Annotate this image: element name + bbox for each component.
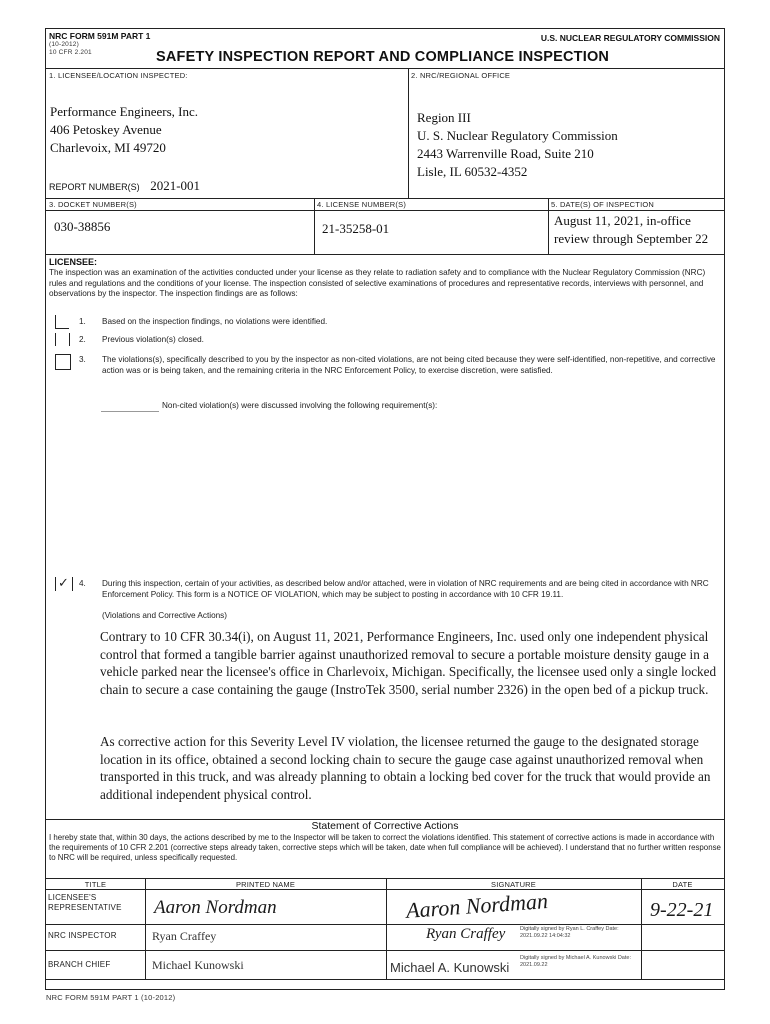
item-2-number: 2. bbox=[79, 335, 86, 344]
cfr-reference: 10 CFR 2.201 bbox=[49, 49, 92, 56]
docket-label: 3. DOCKET NUMBER(S) bbox=[49, 200, 137, 209]
row-branch-digital-stamp: Digitally signed by Michael A. Kunowski Date: 2021.09.22 bbox=[520, 955, 631, 968]
row-inspector-name: Ryan Craffey bbox=[152, 929, 217, 943]
inspection-form bbox=[45, 28, 725, 990]
item-1-number: 1. bbox=[79, 317, 86, 326]
licensee-location-label: 1. LICENSEE/LOCATION INSPECTED: bbox=[49, 71, 188, 80]
row-inspector-signature: Ryan Craffey bbox=[426, 926, 506, 942]
check-mark-icon: ✓ bbox=[58, 575, 69, 590]
licensee-name: Performance Engineers, Inc. bbox=[50, 104, 198, 119]
violation-paragraph-2: As corrective action for this Severity Level IV violation, the licensee returned the gauge to the designated storage location in its office, obtained a second locking chain to secure the gauge case against unauthorized removal when transported in this truck, and was already planning to obtain a locking bed cover for the truck that would provide an additional independent physical control. bbox=[100, 734, 711, 802]
row-inspector-digital-stamp: Digitally signed by Ryan L. Craffey Date: 2021.09.22 14:04:32 bbox=[520, 926, 619, 939]
item-2-checkbox[interactable] bbox=[55, 333, 70, 346]
row-branch-name: Michael Kunowski bbox=[152, 958, 244, 972]
violation-paragraph-1: Contrary to 10 CFR 30.34(i), on August 11, 2021, Performance Engineers, Inc. used only one independent physical control that formed a tangible barrier against unauthorized removal to secure a portable moisture density gauge in a vehicle parked near the licensee's office in Charlevoix, Michigan. Specifically, the licensee used only a single locked chain to secure a case containing the gauge (InstroTek 3500, serial number 2326) in the open bed of a pickup truck. bbox=[100, 629, 717, 697]
dates-line-1: August 11, 2021, in-office bbox=[554, 213, 691, 228]
form-footer: NRC FORM 591M PART 1 (10-2012) bbox=[46, 993, 176, 1002]
item-1-checkbox[interactable] bbox=[55, 315, 69, 329]
form-id: NRC FORM 591M PART 1 bbox=[49, 31, 151, 41]
col-signature-header: SIGNATURE bbox=[491, 880, 536, 889]
dates-label: 5. DATE(S) OF INSPECTION bbox=[551, 200, 655, 209]
row-inspector-title: NRC INSPECTOR bbox=[48, 931, 117, 940]
licensee-city: Charlevoix, MI 49720 bbox=[50, 140, 166, 155]
license-label: 4. LICENSE NUMBER(S) bbox=[317, 200, 407, 209]
form-title: SAFETY INSPECTION REPORT AND COMPLIANCE INSPECTION bbox=[156, 49, 610, 65]
item-3-checkbox[interactable] bbox=[55, 354, 71, 370]
licensee-street: 406 Petoskey Avenue bbox=[50, 122, 162, 137]
row-licensee-signature: Aaron Nordman bbox=[405, 888, 549, 923]
col-title-header: TITLE bbox=[84, 880, 107, 889]
row-branch-signature: Michael A. Kunowski bbox=[390, 960, 510, 975]
dates-line-2: review through September 22 bbox=[554, 231, 709, 246]
report-number-label: REPORT NUMBER(S) bbox=[49, 182, 140, 192]
row-licensee-date: 9-22-21 bbox=[650, 899, 714, 921]
item-3-text: The violations(s), specifically described to you by the inspector as non-cited violations, are not being cited because they were self-identified, non-repetitive, and corrective action was or is being taken, and the remaining criteria in the NRC Enforcement Policy, to exercise discretion, were satisfied. bbox=[102, 355, 716, 375]
inspection-intro: The inspection was an examination of the activities conducted under your license as they relate to radiation safety and to compliance with the Nuclear Regulatory Commission (NRC) rules and regulations and the conditions of your license. The inspection consisted of selective examinations of procedures and representative records, interviews with personnel, and observations by the inspector. The inspection findings are as follows: bbox=[49, 268, 706, 298]
regional-office-address bbox=[417, 109, 618, 181]
item-4-subheading: (Violations and Corrective Actions) bbox=[102, 611, 227, 620]
region-agency: U. S. Nuclear Regulatory Commission bbox=[417, 128, 618, 143]
corrective-heading: Statement of Corrective Actions bbox=[311, 820, 459, 832]
region-street: 2443 Warrenville Road, Suite 210 bbox=[417, 146, 594, 161]
row-licensee-title: LICENSEE'S REPRESENTATIVE bbox=[48, 893, 122, 912]
report-number-row bbox=[49, 178, 200, 194]
noncited-text: Non-cited violation(s) were discussed involving the following requirement(s): bbox=[162, 401, 438, 410]
corrective-text: I hereby state that, within 30 days, the actions described by me to the Inspector will be taken to correct the violations identified. This statement of corrective actions is made in accordance with the requirements of 10 CFR 2.201 (corrective steps already taken, corrective steps which will be taken, date when full compliance will be achieved). I understand that no further written response to NRC will be required, unless specifically requested. bbox=[49, 833, 721, 862]
row-branch-title: BRANCH CHIEF bbox=[48, 960, 111, 969]
regional-office-label: 2. NRC/REGIONAL OFFICE bbox=[411, 71, 511, 80]
item-3-number: 3. bbox=[79, 355, 86, 364]
form-date: (10-2012) bbox=[49, 41, 79, 48]
licensee-address bbox=[50, 103, 198, 157]
item-1-text: Based on the inspection findings, no violations were identified. bbox=[102, 317, 328, 326]
col-date-header: DATE bbox=[672, 880, 693, 889]
item-4-checkbox[interactable] bbox=[55, 577, 73, 591]
docket-value: 030-38856 bbox=[54, 219, 111, 234]
item-4-text: During this inspection, certain of your activities, as described below and/or attached, were in violation of NRC requirements and are being cited in accordance with NRC Enforcement Policy. This form is a NOTICE OF VIOLATION, which may be subject to posting in accordance with 10 CFR 19.11. bbox=[102, 579, 709, 599]
report-number-value: 2021-001 bbox=[150, 178, 201, 193]
region-name: Region III bbox=[417, 110, 471, 125]
license-value: 21-35258-01 bbox=[322, 221, 390, 236]
region-city: Lisle, IL 60532-4352 bbox=[417, 164, 528, 179]
dates-value bbox=[554, 212, 708, 248]
col-name-header: PRINTED NAME bbox=[235, 880, 296, 889]
agency-name: U.S. NUCLEAR REGULATORY COMMISSION bbox=[540, 33, 720, 43]
licensee-heading: LICENSEE: bbox=[49, 257, 98, 267]
item-4-number: 4. bbox=[79, 579, 86, 588]
row-licensee-name: Aaron Nordman bbox=[154, 897, 277, 918]
item-2-text: Previous violation(s) closed. bbox=[102, 335, 204, 344]
